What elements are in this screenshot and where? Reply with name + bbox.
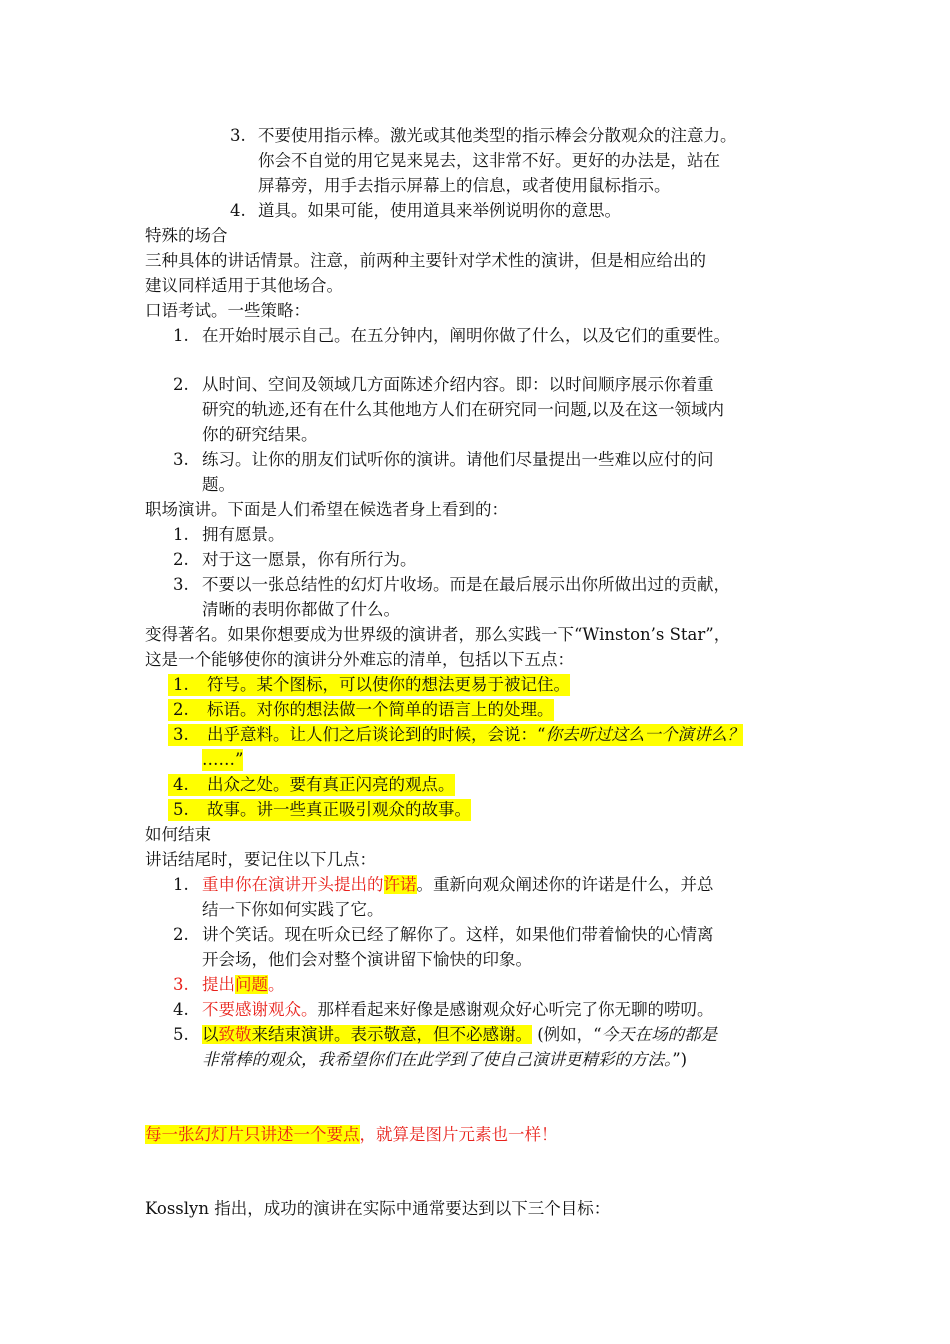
- emphasis-text: ，就算是图片元素也一样！: [359, 1125, 558, 1144]
- highlighted-text: 每一张幻灯片只讲述一个要点: [145, 1125, 360, 1144]
- list-item-text: [202, 999, 714, 1021]
- list-item-text: 从时间、空间及领域几方面陈述介绍内容。即：以时间顺序展示你着重: [202, 375, 714, 394]
- section-heading: 如何结束: [145, 825, 211, 844]
- quoted-text: 今天在场的都是: [601, 1025, 718, 1044]
- list-number: 2.: [173, 925, 189, 944]
- highlighted-text: 问题: [235, 975, 268, 994]
- highlighted-text: 许诺: [383, 875, 417, 894]
- list-item-text: 符号。某个图标，可以使你的想法更易于被记住。: [207, 675, 570, 694]
- list-item-text: 在开始时展示自己。在五分钟内，阐明你做了什么，以及它们的重要性。: [202, 326, 730, 345]
- list-item-text: 屏幕旁，用手去指示屏幕上的信息，或者使用鼠标指示。: [258, 176, 671, 195]
- list-item-text: 讲个笑话。现在听众已经了解你了。这样，如果他们带着愉快的心情离: [202, 925, 714, 944]
- list-item-text: 不要以一张总结性的幻灯片收场。而是在最后展示出你所做出过的贡献，: [202, 575, 730, 594]
- highlighted-list-item: [168, 699, 554, 721]
- emphasis-text: 。: [268, 975, 285, 994]
- paragraph-line: 三种具体的讲话情景。注意，前两种主要针对学术性的演讲，但是相应给出的: [145, 251, 706, 270]
- list-item-text: 。重新向观众阐述你的许诺是什么，并总: [416, 875, 714, 894]
- list-item-text: 练习。让你的朋友们试听你的演讲。请他们尽量提出一些难以应付的问: [202, 450, 714, 469]
- section-heading: 特殊的场合: [145, 226, 228, 245]
- emphasis-text: 重申你在演讲开头提出的: [202, 875, 384, 894]
- list-item-text: 结一下你如何实践了它。: [202, 900, 384, 919]
- quoted-text: 你去听过这么一个演讲么？: [545, 725, 744, 744]
- list-number: 2.: [173, 700, 189, 719]
- list-item-text: 标语。对你的想法做一个简单的语言上的处理。: [207, 700, 554, 719]
- paragraph-line: 建议同样适用于其他场合。: [145, 276, 343, 295]
- list-number: 4.: [173, 775, 189, 794]
- list-number: 2.: [173, 550, 189, 569]
- list-item-text: 开会场，他们会对整个演讲留下愉快的印象。: [202, 950, 532, 969]
- emphasis-text: 提出: [202, 975, 235, 994]
- highlighted-text: 来结束演讲。表示敬意，但不必感谢。: [251, 1025, 532, 1044]
- highlighted-list-item: [168, 724, 743, 746]
- highlighted-list-item: [168, 774, 455, 796]
- paragraph-line: 职场演讲。下面是人们希望在候选者身上看到的：: [145, 500, 508, 519]
- callout-text: [145, 1124, 558, 1146]
- list-item-text: 拥有愿景。: [202, 525, 285, 544]
- list-number: 1.: [173, 675, 189, 694]
- list-number: 3.: [173, 975, 189, 994]
- list-number: 3.: [173, 725, 189, 744]
- list-item-text: 你会不自觉的用它晃来晃去，这非常不好。更好的办法是，站在: [258, 151, 720, 170]
- highlighted-list-item: [168, 674, 570, 696]
- list-item-text: 题。: [202, 475, 235, 494]
- quoted-text: 非常棒的观众，我希望你们在此学到了使自己演讲更精彩的方法。: [202, 1050, 673, 1069]
- list-number: 1.: [173, 875, 189, 894]
- list-number: 1.: [173, 326, 189, 345]
- list-item-text: 那样看起来好像是感谢观众好心听完了你无聊的唠叨。: [317, 1000, 714, 1019]
- emphasis-text: 不要感谢观众。: [202, 1000, 318, 1019]
- list-item-text: 对于这一愿景，你有所行为。: [202, 550, 417, 569]
- list-number: 3.: [173, 450, 189, 469]
- list-item-text: 出众之处。要有真正闪亮的观点。: [207, 775, 455, 794]
- paragraph-line: 这是一个能够使你的演讲分外难忘的清单，包括以下五点：: [145, 650, 574, 669]
- list-number: 2.: [173, 375, 189, 394]
- list-item-text: 清晰的表明你都做了什么。: [202, 600, 400, 619]
- list-item-text: 出乎意料。让人们之后谈论到的时候，会说：“: [207, 725, 546, 744]
- list-item-text: 研究的轨迹,还有在什么其他地方人们在研究同一问题,以及在这一领域内: [202, 400, 724, 419]
- highlighted-list-item: [168, 799, 471, 821]
- list-item-text: 不要使用指示棒。激光或其他类型的指示棒会分散观众的注意力。: [258, 126, 737, 145]
- paragraph-line: 讲话结尾时，要记住以下几点：: [145, 850, 376, 869]
- paragraph-line: 口语考试。一些策略：: [145, 301, 310, 320]
- list-number: 4.: [173, 1000, 189, 1019]
- list-item-text: 故事。讲一些真正吸引观众的故事。: [207, 800, 471, 819]
- paragraph-line: 变得著名。如果你想要成为世界级的演讲者，那么实践一下“Winston’s Star”，: [145, 625, 731, 644]
- list-item-text: (例如，“: [532, 1025, 602, 1044]
- list-item-text: [202, 1049, 687, 1071]
- list-number: 3.: [230, 126, 246, 145]
- highlighted-text: 以: [202, 1025, 219, 1044]
- list-item-text: 你的研究结果。: [202, 425, 318, 444]
- list-item-text: [202, 1024, 717, 1046]
- paragraph-line: Kosslyn 指出，成功的演讲在实际中通常要达到以下三个目标：: [145, 1199, 611, 1218]
- list-item-text: [202, 974, 285, 996]
- list-number: 1.: [173, 525, 189, 544]
- list-item-text: ……”: [202, 750, 244, 769]
- list-item-text: 道具。如果可能，使用道具来举例说明你的意思。: [258, 201, 621, 220]
- list-number: 4.: [230, 201, 246, 220]
- highlighted-text: 致敬: [218, 1025, 252, 1044]
- list-number: 5.: [173, 1025, 189, 1044]
- list-item-text: [202, 874, 714, 896]
- list-item-text: ”): [672, 1050, 688, 1069]
- list-number: 5.: [173, 800, 189, 819]
- list-number: 3.: [173, 575, 189, 594]
